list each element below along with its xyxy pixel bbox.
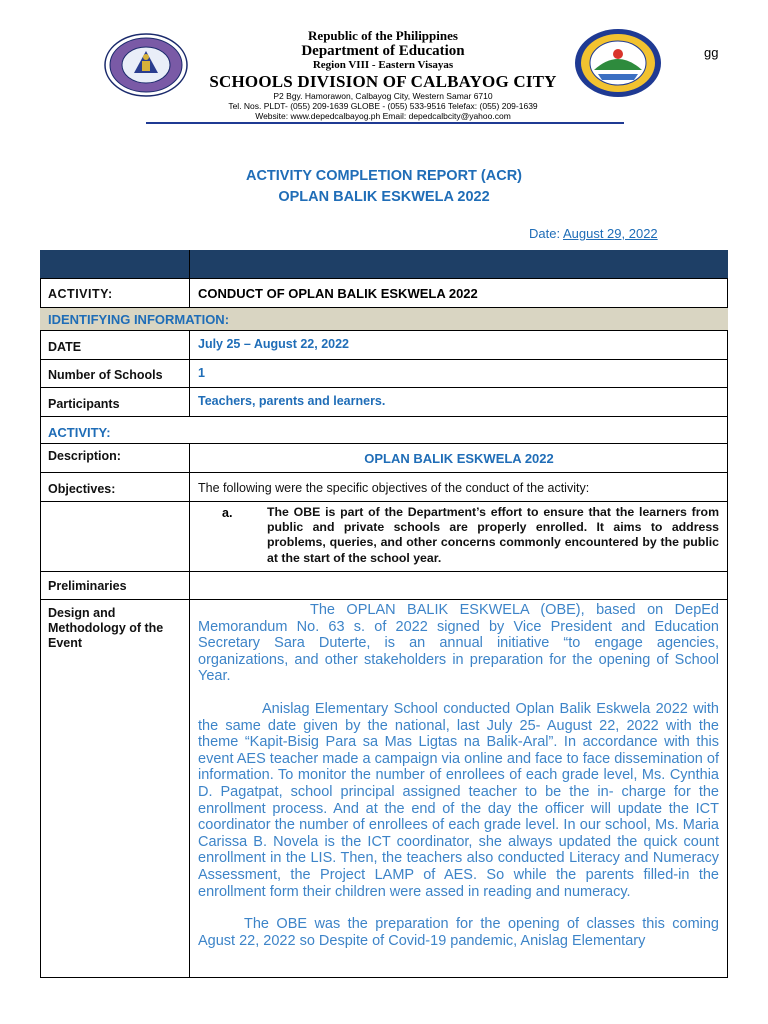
division-seal-logo xyxy=(574,28,662,98)
objective-a-marker: a. xyxy=(222,506,233,520)
report-title xyxy=(0,166,768,208)
report-title-line1: ACTIVITY COMPLETION REPORT (ACR) xyxy=(245,168,523,184)
table-row-date xyxy=(40,331,728,360)
table-header-band xyxy=(40,250,728,279)
objectives-intro: The following were the specific objectives of the conduct of the activity: xyxy=(198,481,590,495)
letterhead-rule xyxy=(146,122,624,124)
objective-a-spacer xyxy=(40,502,190,571)
division-line: SCHOOLS DIVISION OF CALBAYOG CITY xyxy=(209,72,557,91)
republic-line: Republic of the Philippines xyxy=(308,28,458,43)
header-band-left xyxy=(40,250,190,278)
report-date-label: Date: xyxy=(529,226,563,241)
corner-mark: gg xyxy=(704,45,719,60)
objectives-label: Objectives: xyxy=(40,473,190,501)
objective-a-cell xyxy=(190,502,728,571)
design-paragraph-1: The OPLAN BALIK ESKWELA (OBE), based on DepEd Memorandum No. 63 s. of 2022 signed by Vice President and Education Secretary Sara Duterte, is an annual initiative “to engage agencies, organizations, and other stakeholders in preparation for the opening of School Year. xyxy=(198,602,719,685)
report-date-value: August 29, 2022 xyxy=(562,226,658,241)
report-title-line2: OPLAN BALIK ESKWELA 2022 xyxy=(278,189,490,205)
participants-value: Teachers, parents and learners. xyxy=(198,394,386,408)
website-line: Website: www.depedcalbayog.ph Email: depedcalbcity@yahoo.com xyxy=(255,111,511,121)
deped-seal-logo xyxy=(104,33,188,97)
activity-label: ACTIVITY: xyxy=(40,279,190,307)
description-value: OPLAN BALIK ESKWELA 2022 xyxy=(364,451,554,466)
region-line: Region VIII - Eastern Visayas xyxy=(312,59,454,71)
date-value: July 25 – August 22, 2022 xyxy=(198,337,350,351)
table-row-preliminaries xyxy=(40,572,728,600)
activity-value: CONDUCT OF OPLAN BALIK ESKWELA 2022 xyxy=(198,286,478,301)
date-label: DATE xyxy=(40,331,190,359)
objective-a-text: The OBE is part of the Department’s effort to ensure that the learners from public and private schools are properly enrolled. It aims to address problems, queries, and other concerns commonly encountered by the public at the start of the school year. xyxy=(267,505,719,565)
identifying-info-header xyxy=(40,308,728,331)
letterhead xyxy=(190,28,576,121)
activity-section-label: ACTIVITY: xyxy=(48,425,111,440)
design-paragraph-3: The OBE was the preparation for the opening of classes this coming Agust 22, 2022 so Despite of Covid-19 pandemic, Anislag Elementary xyxy=(198,916,719,949)
table-row-schools xyxy=(40,360,728,388)
participants-label: Participants xyxy=(40,388,190,416)
table-row-objective-a xyxy=(40,502,728,572)
table-row-objectives xyxy=(40,473,728,502)
table-row-description xyxy=(40,444,728,473)
address-line: P2 Bgy. Hamorawon, Calbayog City, Western Samar 6710 xyxy=(273,91,493,101)
table-row-activity xyxy=(40,279,728,308)
schools-value: 1 xyxy=(198,366,205,380)
department-line: Department of Education xyxy=(301,43,465,59)
preliminaries-label: Preliminaries xyxy=(40,572,190,599)
table-row-participants xyxy=(40,388,728,417)
activity-section-header xyxy=(40,417,728,444)
description-label: Description: xyxy=(40,444,190,472)
identifying-info-label: IDENTIFYING INFORMATION: xyxy=(48,312,230,327)
design-label: Design and Methodology of the Event xyxy=(40,600,190,978)
report-date xyxy=(529,226,658,241)
design-content xyxy=(190,600,728,978)
table-row-design xyxy=(40,600,728,978)
telephone-line: Tel. Nos. PLDT- (055) 209-1639 GLOBE - (055) 533-9516 Telefax: (055) 209-1639 xyxy=(228,101,538,111)
preliminaries-value xyxy=(190,572,728,599)
design-paragraph-2: Anislag Elementary School conducted Oplan Balik Eskwela 2022 with the same date given by the national, last July 25- August 22, 2022 with the theme “Kapit-Bisig Para sa Mas Ligtas na Balik-Aral”. In accordance with this event AES teacher made a campaign via online and face to face dissemination of information. To monitor the number of enrollees of each grade level, Ms. Cynthia D. Pagatpat, school principal assigned teacher to be the in- charge for the enrollment process. And at the end of the day the officer will update the ICT coordinator the number of enrollees of each grade level. In our school, Ms. Maria Carissa B. Novela is the ICT coordinator, she always updated the quick count enrollment in the LIS. Then, the teachers also conducted Literacy and Numeracy Assessment, the Project LAMP of AES. So while the parents filled-in the enrollment form their children were assed in reading and numeracy. xyxy=(198,700,719,900)
schools-label: Number of Schools xyxy=(40,360,190,387)
